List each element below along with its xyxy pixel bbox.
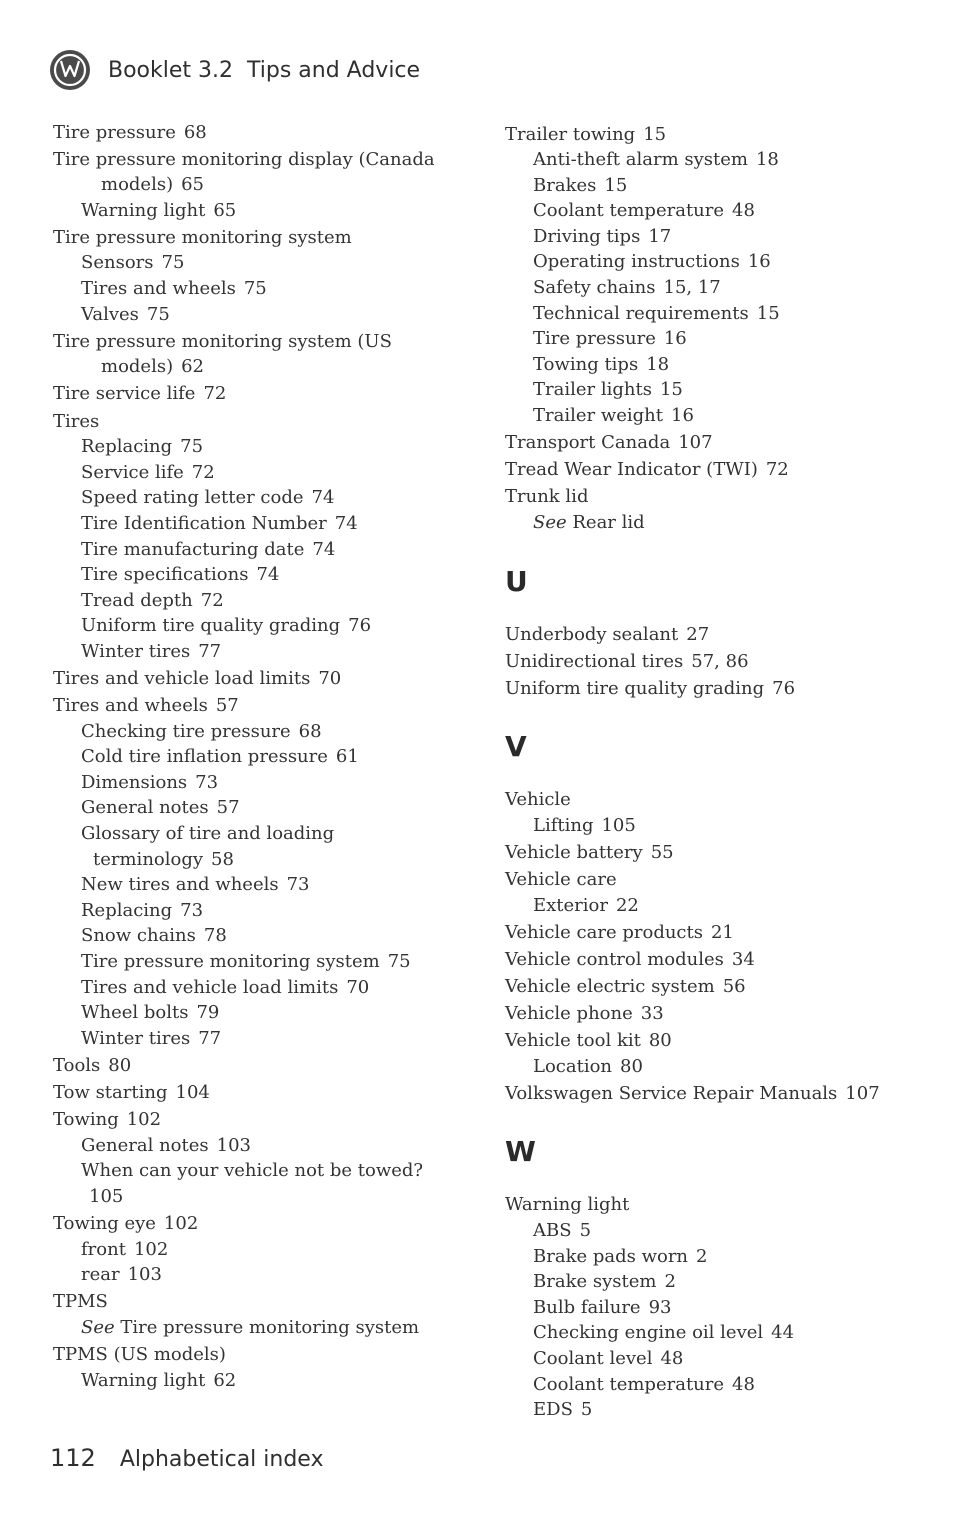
index-term: Tire pressure bbox=[53, 121, 176, 143]
index-entry[interactable] bbox=[81, 485, 463, 511]
index-page-number: 65 bbox=[213, 199, 237, 221]
index-term: Trailer weight bbox=[533, 405, 663, 427]
index-page-number: 21 bbox=[710, 921, 734, 943]
index-page-number: 15 bbox=[643, 123, 667, 145]
index-entry[interactable] bbox=[81, 1133, 463, 1159]
index-page-number: 77 bbox=[198, 1027, 222, 1049]
index-entry[interactable] bbox=[505, 649, 915, 675]
index-entry[interactable] bbox=[53, 225, 463, 251]
index-term: Tire manufacturing date bbox=[81, 538, 305, 560]
index-page-number: 68 bbox=[183, 121, 207, 143]
index-term: Checking tire pressure bbox=[81, 720, 291, 742]
index-page-number: 34 bbox=[731, 948, 755, 970]
index-entry[interactable] bbox=[533, 198, 915, 224]
index-page-number: 44 bbox=[771, 1322, 795, 1344]
index-entry[interactable] bbox=[81, 1237, 463, 1263]
index-term: Valves bbox=[81, 303, 139, 325]
index-term: Location bbox=[533, 1055, 613, 1077]
index-term: Tow starting bbox=[53, 1081, 168, 1103]
index-term: front bbox=[81, 1238, 126, 1260]
index-letter-heading: V bbox=[505, 730, 527, 764]
index-page-number: 104 bbox=[175, 1081, 210, 1103]
index-entry[interactable] bbox=[533, 377, 915, 403]
index-page-number: 15 bbox=[659, 379, 683, 401]
index-term: Cold tire inflation pressure bbox=[81, 746, 328, 768]
index-term: Vehicle electric system bbox=[505, 975, 715, 997]
index-term: Uniform tire quality grading bbox=[81, 615, 341, 637]
index-term: Vehicle tool kit bbox=[505, 1030, 641, 1052]
index-page-number: 75 bbox=[243, 278, 267, 300]
index-page-number: 74 bbox=[334, 512, 358, 534]
index-term: Towing bbox=[53, 1109, 119, 1131]
index-term: Tires and vehicle load limits bbox=[53, 667, 311, 689]
index-term: Vehicle care bbox=[505, 869, 617, 891]
index-term: terminology bbox=[93, 848, 204, 870]
index-entry[interactable] bbox=[81, 795, 463, 821]
index-term: Tire pressure monitoring system bbox=[81, 951, 380, 972]
index-entry[interactable] bbox=[81, 1158, 463, 1209]
index-term: Speed rating letter code bbox=[81, 487, 304, 509]
index-entry[interactable] bbox=[533, 326, 915, 352]
index-term: Snow chains bbox=[81, 925, 196, 947]
index-entry[interactable] bbox=[81, 460, 463, 486]
index-entry[interactable] bbox=[533, 147, 915, 173]
index-entry[interactable] bbox=[81, 639, 463, 665]
index-entry[interactable] bbox=[505, 947, 915, 973]
index-page-number: 48 bbox=[732, 200, 755, 222]
index-term: Tire pressure monitoring system (US bbox=[53, 330, 392, 352]
index-entry[interactable] bbox=[505, 974, 915, 1000]
index-entry[interactable] bbox=[81, 1262, 463, 1288]
index-entry[interactable] bbox=[505, 622, 915, 648]
index-entry[interactable] bbox=[53, 693, 463, 719]
index-entry[interactable] bbox=[533, 1295, 915, 1321]
index-entry[interactable] bbox=[53, 409, 463, 435]
index-entry[interactable] bbox=[93, 847, 463, 873]
index-term: Trunk lid bbox=[505, 486, 589, 508]
section-label: Alphabetical index bbox=[119, 1447, 324, 1472]
index-page-number: 76 bbox=[348, 615, 372, 637]
index-term: models) bbox=[101, 174, 174, 196]
index-term: Technical requirements bbox=[533, 302, 749, 324]
index-term: Vehicle battery bbox=[505, 841, 643, 863]
index-entry[interactable] bbox=[81, 588, 463, 614]
index-page-number: 56 bbox=[722, 975, 746, 997]
index-page-number: 73 bbox=[286, 874, 310, 896]
index-page-number: 93 bbox=[648, 1296, 672, 1318]
index-page-number: 5 bbox=[580, 1399, 593, 1421]
index-entry[interactable] bbox=[533, 813, 915, 839]
index-entry[interactable] bbox=[81, 562, 463, 588]
index-page-number: 75 bbox=[180, 436, 204, 458]
index-term: Brake pads worn bbox=[533, 1245, 689, 1267]
index-term: Trailer towing bbox=[505, 123, 636, 145]
index-entry[interactable] bbox=[81, 250, 463, 276]
index-entry[interactable] bbox=[81, 613, 463, 639]
index-page-number: 80 bbox=[620, 1055, 643, 1077]
index-term: Lifting bbox=[533, 814, 594, 836]
index-page-number: 5 bbox=[579, 1220, 592, 1241]
index-term: Tire service life bbox=[53, 383, 196, 405]
index-entry[interactable] bbox=[81, 537, 463, 563]
index-entry[interactable] bbox=[505, 840, 915, 866]
index-page-number: 16 bbox=[663, 328, 687, 350]
index-page-number: 76 bbox=[772, 677, 796, 699]
page-header bbox=[50, 48, 420, 92]
index-entry[interactable] bbox=[505, 430, 915, 456]
index-entry[interactable] bbox=[53, 1289, 463, 1315]
index-entry[interactable] bbox=[81, 923, 463, 949]
index-page-number: 102 bbox=[163, 1212, 199, 1234]
index-letter-heading: U bbox=[505, 564, 528, 598]
index-entry[interactable] bbox=[505, 1001, 915, 1027]
index-term: Tire Identification Number bbox=[81, 512, 327, 534]
index-term: Rear lid bbox=[572, 511, 645, 533]
index-entry[interactable] bbox=[81, 1368, 463, 1394]
index-term: Tools bbox=[53, 1054, 101, 1076]
index-entry[interactable] bbox=[81, 821, 463, 847]
index-page-number: 79 bbox=[196, 1002, 220, 1024]
index-page-number: 48 bbox=[732, 1373, 755, 1395]
index-page-number: 15 bbox=[604, 174, 628, 196]
index-term: Transport Canada bbox=[505, 432, 671, 454]
index-page-number: 78 bbox=[203, 925, 227, 947]
index-term: Bulb failure bbox=[533, 1296, 641, 1318]
index-page-number: 103 bbox=[216, 1134, 252, 1156]
index-entry[interactable] bbox=[81, 898, 463, 924]
index-term: Vehicle bbox=[505, 789, 571, 811]
index-entry[interactable] bbox=[81, 276, 463, 302]
page-number: 112 bbox=[50, 1444, 96, 1472]
index-page-number: 72 bbox=[191, 461, 215, 483]
index-page-number: 75 bbox=[387, 951, 411, 972]
index-page-number: 2 bbox=[696, 1245, 708, 1267]
index-entry[interactable] bbox=[533, 352, 915, 378]
index-term: Replacing bbox=[81, 899, 173, 921]
index-term: ABS bbox=[533, 1220, 572, 1241]
index-entry[interactable] bbox=[533, 1269, 915, 1295]
index-page-number: 80 bbox=[108, 1054, 132, 1076]
index-page-number: 55 bbox=[650, 841, 674, 863]
index-page-number: 17 bbox=[648, 225, 672, 247]
index-entry[interactable] bbox=[53, 1080, 463, 1106]
index-term: Service life bbox=[81, 461, 184, 483]
index-entry[interactable] bbox=[505, 787, 915, 813]
index-term: General notes bbox=[81, 1134, 209, 1156]
index-page-number: 15, 17 bbox=[663, 277, 721, 299]
index-entry[interactable] bbox=[81, 949, 463, 975]
index-page-number: 27 bbox=[686, 623, 710, 645]
index-term: Vehicle phone bbox=[505, 1003, 633, 1025]
index-page-number: 73 bbox=[180, 899, 204, 921]
index-term: Replacing bbox=[81, 436, 173, 458]
index-term: Exterior bbox=[533, 894, 608, 916]
index-column-left bbox=[53, 118, 463, 1393]
index-entry[interactable] bbox=[53, 1053, 463, 1079]
index-entry[interactable] bbox=[505, 676, 915, 702]
index-term: TPMS bbox=[53, 1291, 108, 1313]
index-page-number: 77 bbox=[198, 640, 222, 662]
index-entry[interactable] bbox=[81, 744, 463, 770]
index-entry[interactable] bbox=[533, 1054, 915, 1080]
index-term: Warning light bbox=[505, 1194, 630, 1216]
index-term: Brake system bbox=[533, 1271, 657, 1293]
index-term: Operating instructions bbox=[533, 251, 740, 273]
index-page-number: 15 bbox=[756, 302, 780, 324]
index-page-number: 75 bbox=[146, 303, 170, 325]
index-page-number: 57 bbox=[216, 797, 240, 819]
index-entry[interactable] bbox=[533, 403, 915, 429]
index-page-number: 22 bbox=[615, 894, 639, 916]
index-entry[interactable] bbox=[505, 867, 915, 893]
index-term: Coolant level bbox=[533, 1347, 653, 1369]
index-entry[interactable] bbox=[533, 1218, 915, 1244]
index-page-number: 68 bbox=[298, 720, 322, 742]
index-page-number: 18 bbox=[755, 149, 779, 171]
index-term: Tire pressure monitoring display (Canada bbox=[53, 148, 435, 170]
index-page-number: 105 bbox=[89, 1185, 124, 1207]
index-page-number: 65 bbox=[181, 174, 205, 196]
index-term: Unidirectional tires bbox=[505, 650, 684, 672]
index-term: Tire pressure bbox=[533, 328, 656, 350]
index-page-number: 62 bbox=[213, 1369, 237, 1391]
index-entry[interactable] bbox=[53, 381, 463, 407]
index-entry[interactable] bbox=[533, 224, 915, 250]
index-term: Trailer lights bbox=[533, 379, 652, 401]
index-entry[interactable] bbox=[533, 1372, 915, 1398]
index-column-right bbox=[505, 120, 915, 1423]
index-entry[interactable] bbox=[533, 275, 915, 301]
index-entry[interactable] bbox=[81, 511, 463, 537]
index-page-number: 62 bbox=[181, 356, 205, 378]
index-page-number: 73 bbox=[195, 771, 219, 793]
index-entry[interactable] bbox=[81, 719, 463, 745]
index-term: Towing eye bbox=[53, 1212, 156, 1234]
index-entry[interactable] bbox=[533, 249, 915, 275]
index-page-number: 72 bbox=[203, 383, 227, 405]
index-term: General notes bbox=[81, 797, 209, 819]
index-entry[interactable] bbox=[53, 1342, 463, 1368]
index-term: Anti-theft alarm system bbox=[533, 149, 748, 171]
index-page-number: 80 bbox=[648, 1030, 672, 1052]
index-entry[interactable] bbox=[533, 1244, 915, 1270]
index-term: Glossary of tire and loading bbox=[81, 823, 335, 845]
index-term: Underbody sealant bbox=[505, 623, 679, 645]
see-reference-label: See bbox=[81, 1316, 115, 1338]
index-entry[interactable] bbox=[81, 1026, 463, 1052]
index-page-number: 33 bbox=[640, 1003, 664, 1025]
index-term: Tires bbox=[53, 410, 100, 432]
index-entry[interactable] bbox=[81, 434, 463, 460]
index-term: Warning light bbox=[81, 1369, 206, 1391]
booklet-title: Booklet 3.2 Tips and Advice bbox=[108, 57, 421, 83]
index-term: Driving tips bbox=[533, 225, 641, 247]
index-term: Tires and wheels bbox=[53, 695, 208, 717]
index-entry[interactable] bbox=[81, 198, 463, 224]
index-entry[interactable] bbox=[53, 147, 463, 173]
see-reference-label: See bbox=[533, 511, 567, 533]
index-page-number: 2 bbox=[664, 1271, 676, 1293]
index-term: When can your vehicle not be towed? bbox=[81, 1160, 424, 1182]
index-term: Volkswagen Service Repair Manuals bbox=[505, 1082, 838, 1104]
index-term: Warning light bbox=[81, 199, 206, 221]
index-entry[interactable] bbox=[81, 975, 463, 1001]
index-term: rear bbox=[81, 1264, 120, 1286]
index-page-number: 72 bbox=[765, 459, 789, 481]
index-page-number: 102 bbox=[126, 1109, 162, 1131]
index-page-number: 74 bbox=[312, 538, 336, 560]
index-entry[interactable] bbox=[81, 1315, 463, 1341]
index-entry[interactable] bbox=[533, 510, 915, 536]
index-term: Tire pressure monitoring system bbox=[53, 226, 352, 248]
vw-logo-icon bbox=[50, 50, 90, 90]
index-page-number: 107 bbox=[845, 1082, 880, 1104]
index-page-number: 105 bbox=[601, 814, 636, 836]
index-term: Tire specifications bbox=[81, 564, 249, 586]
index-page-number: 103 bbox=[127, 1264, 162, 1286]
index-letter-heading: W bbox=[505, 1135, 536, 1169]
index-term: Winter tires bbox=[81, 1027, 191, 1049]
index-page-number: 72 bbox=[200, 589, 224, 611]
index-term: Safety chains bbox=[533, 277, 656, 299]
index-entry[interactable] bbox=[533, 1397, 915, 1423]
index-term: New tires and wheels bbox=[81, 874, 279, 896]
index-entry[interactable] bbox=[505, 1028, 915, 1054]
index-term: Tires and vehicle load limits bbox=[81, 976, 339, 998]
index-term: Vehicle care products bbox=[505, 921, 703, 943]
index-term: Vehicle control modules bbox=[505, 948, 724, 970]
index-entry[interactable] bbox=[533, 893, 915, 919]
index-entry[interactable] bbox=[533, 1320, 915, 1346]
index-entry[interactable] bbox=[81, 1000, 463, 1026]
index-page-number: 70 bbox=[346, 976, 370, 998]
index-entry[interactable] bbox=[81, 770, 463, 796]
index-entry[interactable] bbox=[505, 1081, 915, 1107]
index-page-number: 102 bbox=[133, 1238, 169, 1260]
index-entry[interactable] bbox=[53, 666, 463, 692]
index-entry[interactable] bbox=[533, 301, 915, 327]
index-term: Dimensions bbox=[81, 771, 188, 793]
index-term: Tread Wear Indicator (TWI) bbox=[505, 459, 758, 481]
page-footer bbox=[50, 1444, 323, 1472]
index-term: models) bbox=[101, 356, 174, 378]
index-page-number: 57 bbox=[215, 695, 239, 717]
index-page-number: 58 bbox=[211, 848, 234, 870]
index-page-number: 74 bbox=[311, 487, 335, 509]
index-term: EDS bbox=[533, 1399, 573, 1421]
index-page-number: 70 bbox=[318, 667, 342, 689]
index-entry[interactable] bbox=[101, 172, 463, 198]
index-term: Sensors bbox=[81, 252, 154, 274]
index-term: Coolant temperature bbox=[533, 200, 725, 222]
index-page-number: 75 bbox=[161, 252, 185, 274]
index-term: Winter tires bbox=[81, 640, 191, 662]
index-term: Uniform tire quality grading bbox=[505, 677, 765, 699]
index-term: Brakes bbox=[533, 174, 597, 196]
index-entry[interactable] bbox=[505, 484, 915, 510]
index-term: Tread depth bbox=[81, 589, 193, 611]
index-term: TPMS (US models) bbox=[53, 1343, 226, 1365]
index-entry[interactable] bbox=[533, 1346, 915, 1372]
index-entry[interactable] bbox=[81, 872, 463, 898]
index-term: Tire pressure monitoring system bbox=[120, 1316, 420, 1338]
index-entry[interactable] bbox=[53, 329, 463, 355]
index-term: Towing tips bbox=[533, 353, 639, 375]
index-term: Coolant temperature bbox=[533, 1373, 725, 1395]
index-page-number: 16 bbox=[671, 405, 694, 427]
index-page-number: 16 bbox=[747, 251, 771, 273]
index-page-number: 18 bbox=[646, 353, 670, 375]
index-term: Tires and wheels bbox=[81, 278, 236, 300]
index-entry[interactable] bbox=[533, 173, 915, 199]
index-entry[interactable] bbox=[81, 302, 463, 328]
index-entry[interactable] bbox=[505, 920, 915, 946]
index-entry[interactable] bbox=[505, 457, 915, 483]
index-page-number: 57, 86 bbox=[691, 650, 749, 672]
index-entry[interactable] bbox=[505, 122, 915, 148]
index-entry[interactable] bbox=[53, 120, 463, 146]
index-entry[interactable] bbox=[53, 1211, 463, 1237]
index-page-number: 107 bbox=[678, 432, 713, 454]
index-page-number: 74 bbox=[256, 564, 280, 586]
index-term: Checking engine oil level bbox=[533, 1322, 764, 1344]
index-term: Wheel bolts bbox=[81, 1002, 189, 1024]
index-page-number: 61 bbox=[335, 746, 359, 768]
index-page-number: 48 bbox=[660, 1347, 684, 1369]
index-entry[interactable] bbox=[53, 1107, 463, 1133]
index-entry[interactable] bbox=[101, 354, 463, 380]
index-entry[interactable] bbox=[505, 1192, 915, 1218]
